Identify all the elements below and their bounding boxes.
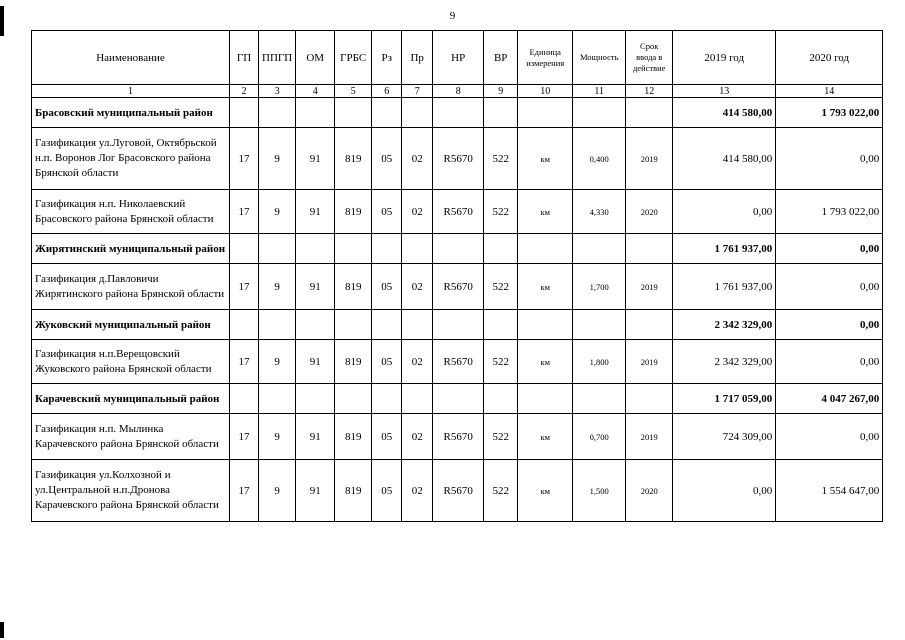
- district-row: [32, 98, 883, 128]
- district-name: Карачевский муниципальный район: [32, 384, 230, 414]
- cell-unit: [518, 310, 573, 340]
- cell-vr: 522: [484, 414, 518, 460]
- cell-vr: [484, 384, 518, 414]
- cell-nr: R5670: [433, 190, 484, 234]
- cell-vr: [484, 98, 518, 128]
- column-number: 12: [626, 85, 673, 98]
- cell-term: 2019: [626, 128, 673, 190]
- cell-om: 91: [296, 340, 335, 384]
- cell-term: [626, 98, 673, 128]
- column-header: 2019 год: [673, 31, 776, 85]
- district-row: [32, 234, 883, 264]
- cell-pr: [402, 234, 433, 264]
- cell-y2019: 1 761 937,00: [673, 264, 776, 310]
- cell-y2019: 414 580,00: [673, 98, 776, 128]
- cell-gp: [230, 310, 259, 340]
- cell-y2020: 0,00: [776, 264, 883, 310]
- cell-vr: 522: [484, 128, 518, 190]
- cell-unit: км: [518, 190, 573, 234]
- cell-grbs: 819: [335, 340, 372, 384]
- table-row: [32, 414, 883, 460]
- cell-pr: 02: [402, 264, 433, 310]
- column-number: 5: [335, 85, 372, 98]
- cell-power: 0,400: [573, 128, 626, 190]
- table-body: [32, 98, 883, 522]
- district-name: Брасовский муниципальный район: [32, 98, 230, 128]
- cell-nr: R5670: [433, 128, 484, 190]
- cell-vr: 522: [484, 264, 518, 310]
- cell-y2020: 0,00: [776, 310, 883, 340]
- column-header: Наименование: [32, 31, 230, 85]
- item-name: Газификация н.п. Николаевский Брасовского района Брянской области: [32, 190, 230, 234]
- cell-grbs: 819: [335, 128, 372, 190]
- cell-om: [296, 384, 335, 414]
- cell-vr: [484, 234, 518, 264]
- cell-ppgp: [259, 234, 296, 264]
- cell-unit: [518, 98, 573, 128]
- column-header: ОМ: [296, 31, 335, 85]
- cell-rz: [372, 310, 402, 340]
- cell-nr: R5670: [433, 264, 484, 310]
- column-header: Единица измерения: [518, 31, 573, 85]
- cell-nr: [433, 310, 484, 340]
- cell-y2019: 724 309,00: [673, 414, 776, 460]
- cell-power: 1,800: [573, 340, 626, 384]
- cell-y2019: 0,00: [673, 190, 776, 234]
- cell-gp: 17: [230, 264, 259, 310]
- cell-power: [573, 310, 626, 340]
- cell-om: [296, 310, 335, 340]
- cell-y2020: 1 554 647,00: [776, 460, 883, 522]
- cell-om: 91: [296, 128, 335, 190]
- cell-pr: 02: [402, 340, 433, 384]
- cell-term: 2019: [626, 414, 673, 460]
- column-header: Мощность: [573, 31, 626, 85]
- cell-unit: км: [518, 460, 573, 522]
- cell-pr: [402, 384, 433, 414]
- cell-y2019: 2 342 329,00: [673, 340, 776, 384]
- column-number: 7: [402, 85, 433, 98]
- cell-nr: [433, 234, 484, 264]
- cell-y2020: 1 793 022,00: [776, 98, 883, 128]
- item-name: Газификация ул.Колхозной и ул.Центральной н.п.Дронова Карачевского района Брянской области: [32, 460, 230, 522]
- district-name: Жуковский муниципальный район: [32, 310, 230, 340]
- cell-ppgp: [259, 98, 296, 128]
- cell-pr: 02: [402, 190, 433, 234]
- cell-term: [626, 310, 673, 340]
- table-header-row: [32, 31, 883, 85]
- column-header: Рз: [372, 31, 402, 85]
- cell-gp: [230, 98, 259, 128]
- cell-y2019: 0,00: [673, 460, 776, 522]
- cell-nr: R5670: [433, 460, 484, 522]
- column-number: 14: [776, 85, 883, 98]
- cell-rz: 05: [372, 460, 402, 522]
- cell-y2019: 1 761 937,00: [673, 234, 776, 264]
- cell-gp: 17: [230, 190, 259, 234]
- budget-table: [31, 30, 883, 522]
- column-number: 10: [518, 85, 573, 98]
- cell-y2019: 1 717 059,00: [673, 384, 776, 414]
- column-number: 6: [372, 85, 402, 98]
- cell-unit: км: [518, 264, 573, 310]
- cell-rz: 05: [372, 190, 402, 234]
- column-header: ВР: [484, 31, 518, 85]
- cell-unit: [518, 384, 573, 414]
- cell-y2019: 2 342 329,00: [673, 310, 776, 340]
- cell-y2020: 0,00: [776, 414, 883, 460]
- column-header: 2020 год: [776, 31, 883, 85]
- table-row: [32, 460, 883, 522]
- cell-ppgp: 9: [259, 128, 296, 190]
- column-number: 1: [32, 85, 230, 98]
- cell-om: 91: [296, 460, 335, 522]
- cell-pr: [402, 98, 433, 128]
- cell-gp: [230, 384, 259, 414]
- cell-ppgp: 9: [259, 264, 296, 310]
- cell-unit: км: [518, 340, 573, 384]
- item-name: Газификация н.п. Мылинка Карачевского района Брянской области: [32, 414, 230, 460]
- column-header: ППГП: [259, 31, 296, 85]
- table-row: [32, 128, 883, 190]
- cell-grbs: 819: [335, 414, 372, 460]
- cell-grbs: 819: [335, 460, 372, 522]
- cell-y2020: 0,00: [776, 340, 883, 384]
- cell-grbs: [335, 310, 372, 340]
- cell-nr: R5670: [433, 414, 484, 460]
- column-number: 2: [230, 85, 259, 98]
- cell-term: [626, 384, 673, 414]
- column-number-row: [32, 85, 883, 98]
- cell-om: 91: [296, 414, 335, 460]
- cell-ppgp: 9: [259, 414, 296, 460]
- cell-ppgp: [259, 384, 296, 414]
- table-row: [32, 340, 883, 384]
- cell-rz: [372, 384, 402, 414]
- cell-power: 4,330: [573, 190, 626, 234]
- item-name: Газификация д.Павловичи Жирятинского района Брянской области: [32, 264, 230, 310]
- cell-y2020: 1 793 022,00: [776, 190, 883, 234]
- column-header: Пр: [402, 31, 433, 85]
- cell-unit: [518, 234, 573, 264]
- cell-power: 0,700: [573, 414, 626, 460]
- cell-term: 2020: [626, 190, 673, 234]
- column-header: ГП: [230, 31, 259, 85]
- page-number: 9: [449, 10, 456, 22]
- cell-om: 91: [296, 264, 335, 310]
- cell-nr: [433, 98, 484, 128]
- cell-term: 2020: [626, 460, 673, 522]
- cell-nr: [433, 384, 484, 414]
- column-header: ГРБС: [335, 31, 372, 85]
- cell-rz: 05: [372, 264, 402, 310]
- column-number: 11: [573, 85, 626, 98]
- cell-vr: 522: [484, 190, 518, 234]
- cell-nr: R5670: [433, 340, 484, 384]
- cell-grbs: 819: [335, 190, 372, 234]
- cell-rz: 05: [372, 414, 402, 460]
- district-row: [32, 310, 883, 340]
- cell-rz: [372, 98, 402, 128]
- table-row: [32, 264, 883, 310]
- column-number: 13: [673, 85, 776, 98]
- cell-ppgp: [259, 310, 296, 340]
- cell-power: [573, 234, 626, 264]
- cell-y2020: 4 047 267,00: [776, 384, 883, 414]
- cell-gp: 17: [230, 414, 259, 460]
- column-header: НР: [433, 31, 484, 85]
- cell-grbs: 819: [335, 264, 372, 310]
- cell-pr: 02: [402, 414, 433, 460]
- cell-rz: 05: [372, 340, 402, 384]
- cell-term: 2019: [626, 340, 673, 384]
- table-row: [32, 190, 883, 234]
- cell-y2020: 0,00: [776, 234, 883, 264]
- cell-om: 91: [296, 190, 335, 234]
- cell-unit: км: [518, 414, 573, 460]
- column-number: 9: [484, 85, 518, 98]
- cell-y2020: 0,00: [776, 128, 883, 190]
- left-edge-mark-bottom: [0, 622, 4, 638]
- cell-gp: [230, 234, 259, 264]
- cell-power: 1,500: [573, 460, 626, 522]
- cell-rz: 05: [372, 128, 402, 190]
- cell-gp: 17: [230, 460, 259, 522]
- cell-grbs: [335, 384, 372, 414]
- cell-power: 1,700: [573, 264, 626, 310]
- cell-om: [296, 234, 335, 264]
- cell-vr: [484, 310, 518, 340]
- cell-gp: 17: [230, 128, 259, 190]
- cell-pr: 02: [402, 128, 433, 190]
- cell-gp: 17: [230, 340, 259, 384]
- cell-vr: 522: [484, 460, 518, 522]
- column-number: 4: [296, 85, 335, 98]
- item-name: Газификация н.п.Верещовский Жуковского района Брянской области: [32, 340, 230, 384]
- cell-term: 2019: [626, 264, 673, 310]
- column-number: 8: [433, 85, 484, 98]
- cell-grbs: [335, 234, 372, 264]
- cell-pr: [402, 310, 433, 340]
- cell-y2019: 414 580,00: [673, 128, 776, 190]
- cell-grbs: [335, 98, 372, 128]
- district-name: Жирятинский муниципальный район: [32, 234, 230, 264]
- column-header: Срок ввода в действие: [626, 31, 673, 85]
- column-number: 3: [259, 85, 296, 98]
- cell-rz: [372, 234, 402, 264]
- cell-power: [573, 98, 626, 128]
- cell-pr: 02: [402, 460, 433, 522]
- cell-om: [296, 98, 335, 128]
- cell-ppgp: 9: [259, 190, 296, 234]
- cell-ppgp: 9: [259, 460, 296, 522]
- cell-vr: 522: [484, 340, 518, 384]
- cell-ppgp: 9: [259, 340, 296, 384]
- district-row: [32, 384, 883, 414]
- cell-term: [626, 234, 673, 264]
- item-name: Газификация ул.Луговой, Октябрьской н.п. Воронов Лог Брасовского района Брянской области: [32, 128, 230, 190]
- cell-power: [573, 384, 626, 414]
- cell-unit: км: [518, 128, 573, 190]
